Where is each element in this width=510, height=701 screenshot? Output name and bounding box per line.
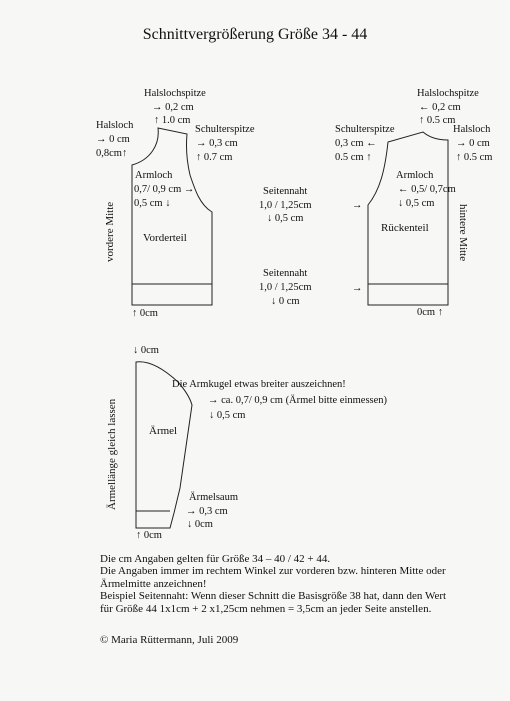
front-halsloch-label: Halsloch — [96, 120, 134, 131]
sleeve-saum-x: → 0,3 cm — [186, 506, 228, 517]
seam-upper-arrow: → — [352, 200, 363, 211]
front-halslochspitze-y: ↑ 1.0 cm — [154, 115, 191, 126]
sleeve-armkugel-x: → ca. 0,7/ 0,9 cm (Ärmel bitte einmessen) — [208, 395, 388, 406]
seam-lower-value: 1,0 / 1,25cm — [259, 282, 312, 293]
sleeve-bottom-label: ↑ 0cm — [136, 530, 162, 541]
note-line: Die Angaben immer im rechtem Winkel zur vorderen bzw. hinteren Mitte oder — [100, 565, 446, 578]
back-armloch-x: ← 0,5/ 0,7cm — [398, 184, 456, 195]
notes-block — [100, 553, 446, 615]
back-halslochspitze-y: ↑ 0.5 cm — [419, 115, 456, 126]
note-line: für Größe 44 1x1cm + 2 x1,25cm nehmen = 3,5cm an jeder Seite anstellen. — [100, 602, 432, 615]
back-halslochspitze-x: ← 0,2 cm — [419, 102, 461, 113]
sleeve-center-label: Ärmellänge gleich lassen — [106, 398, 118, 510]
front-halslochspitze-label: Halslochspitze — [144, 88, 206, 99]
front-schulterspitze-x: → 0,3 cm — [196, 138, 238, 149]
sleeve-piece-label: Ärmel — [149, 425, 178, 437]
page-title: Schnittvergrößerung Größe 34 - 44 — [142, 26, 368, 43]
front-piece-label: Vorderteil — [143, 232, 187, 244]
sleeve-saum-y: ↓ 0cm — [187, 519, 213, 530]
copyright: © Maria Rüttermann, Juli 2009 — [100, 634, 239, 646]
back-halslochspitze-label: Halslochspitze — [417, 88, 479, 99]
back-schulterspitze-label: Schulterspitze — [335, 124, 395, 135]
seam-lower-arrow: → — [352, 283, 363, 294]
seam-upper-value: 1,0 / 1,25cm — [259, 200, 312, 211]
seam-lower-label: Seitennaht — [263, 268, 308, 279]
back-center-label: hintere Mitte — [457, 204, 469, 262]
front-halsloch-y: 0,8cm↑ — [96, 148, 128, 159]
front-halsloch-x: → 0 cm — [96, 134, 130, 145]
front-schulterspitze-y: ↑ 0.7 cm — [196, 152, 233, 163]
back-armloch-y: ↓ 0,5 cm — [398, 198, 435, 209]
seam-lower-down: ↓ 0 cm — [271, 296, 300, 307]
seam-upper-label: Seitennaht — [263, 186, 308, 197]
front-armloch-x: 0,7/ 0,9 cm → — [134, 184, 195, 195]
back-bottom-label: 0cm ↑ — [417, 307, 443, 318]
front-schulterspitze-label: Schulterspitze — [195, 124, 255, 135]
back-armloch-label: Armloch — [396, 170, 434, 181]
front-armloch-label: Armloch — [135, 170, 173, 181]
note-line: Beispiel Seitennaht: Wenn dieser Schnitt die Basisgröße 38 hat, dann den Wert — [100, 590, 447, 603]
back-piece-label: Rückenteil — [381, 222, 429, 234]
sleeve-armkugel-note: Die Armkugel etwas breiter auszeichnen! — [172, 379, 346, 390]
note-line: Die cm Angaben gelten für Größe 34 – 40 / 42 + 44. — [100, 553, 331, 565]
front-halslochspitze-x: → 0,2 cm — [152, 102, 194, 113]
back-schulterspitze-x: 0,3 cm ← — [335, 138, 377, 149]
back-halsloch-y: ↑ 0.5 cm — [456, 152, 493, 163]
sleeve-armkugel-y: ↓ 0,5 cm — [209, 410, 246, 421]
seam-upper-down: ↓ 0,5 cm — [267, 213, 304, 224]
front-armloch-y: 0,5 cm ↓ — [134, 198, 171, 209]
note-line: Ärmelmitte anzeichnen! — [100, 577, 207, 590]
sleeve-top-label: ↓ 0cm — [133, 345, 159, 356]
front-center-label: vordere Mitte — [104, 201, 116, 262]
back-piece-outline — [368, 132, 448, 305]
back-schulterspitze-y: 0.5 cm ↑ — [335, 152, 372, 163]
back-halsloch-x: → 0 cm — [456, 138, 490, 149]
front-bottom-label: ↑ 0cm — [132, 308, 158, 319]
back-halsloch-label: Halsloch — [453, 124, 491, 135]
sleeve-saum-label: Ärmelsaum — [189, 492, 238, 503]
